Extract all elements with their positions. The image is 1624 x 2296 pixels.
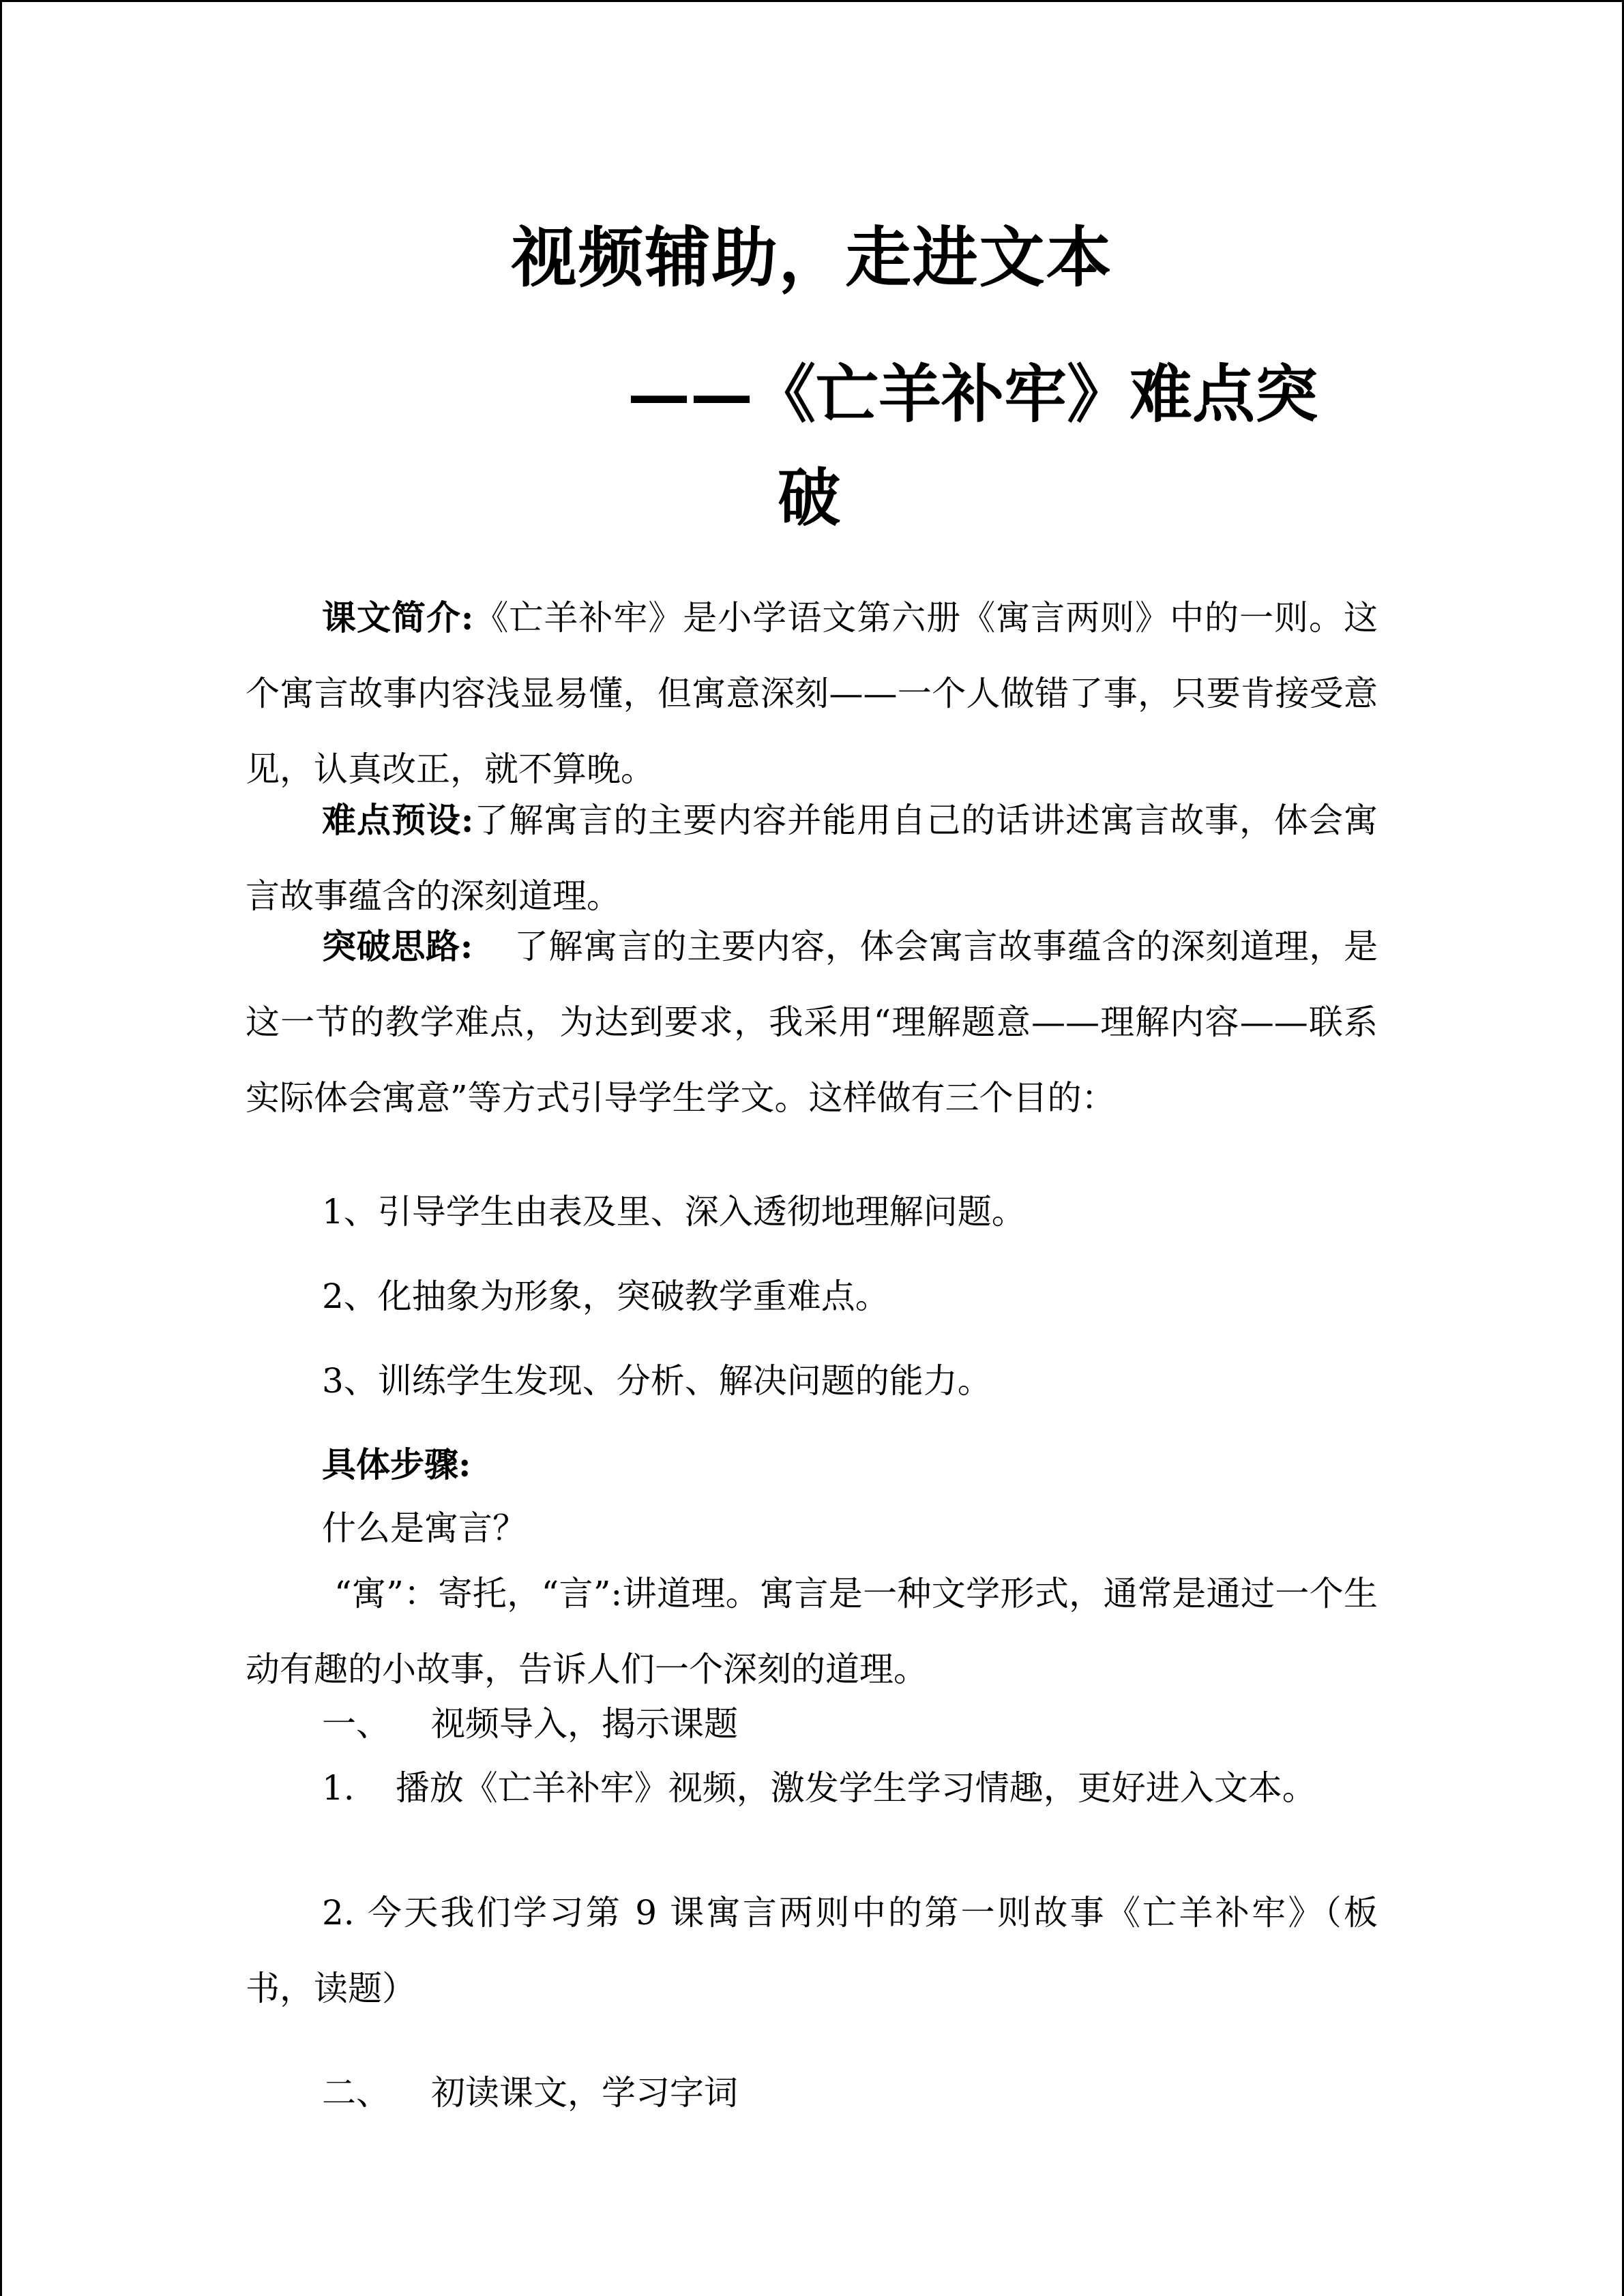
section-title-1: 视频导入，揭示课题 xyxy=(431,1704,738,1744)
intro-text: 《亡羊补牢》是小学语文第六册《寓言两则》中的一则。这个寓言故事内容浅显易懂，但寓意深刻——一个人做错了事，只要肯接受意见，认真改正，就不算晚。 xyxy=(246,598,1378,789)
step1-text: 播放《亡羊补牢》视频，激发学生学习情趣，更好进入文本。 xyxy=(395,1768,1316,1808)
document-title: 视频辅助，走进文本 xyxy=(511,219,1113,296)
document-subtitle-line2: 破 xyxy=(778,461,841,535)
intro-paragraph xyxy=(246,580,1378,807)
definition-paragraph: “寓”：寄托，“言”:讲道理。寓言是一种文学形式，通常是通过一个生动有趣的小故事，告诉人们一个深刻的道理。 xyxy=(246,1574,1378,1689)
section-number-2: 二、 xyxy=(322,2073,390,2113)
intro-label: 课文简介: xyxy=(322,597,474,638)
approach-paragraph xyxy=(246,908,1378,1136)
goal-item-3: 3、训练学生发现、分析、解决问题的能力。 xyxy=(322,1361,992,1401)
step1-paragraph xyxy=(246,1750,1378,1826)
difficulty-label: 难点预设: xyxy=(322,800,474,840)
document-subtitle-line1: ——《亡羊补牢》难点突 xyxy=(628,357,1318,431)
goal-item-2: 2、化抽象为形象，突破教学重难点。 xyxy=(322,1277,889,1316)
question-line: 什么是寓言？ xyxy=(322,1508,527,1548)
section-title-2: 初读课文，学习字词 xyxy=(431,2073,738,2113)
section-number-1: 一、 xyxy=(322,1704,390,1744)
step2-paragraph: 2. 今天我们学习第 9 课寓言两则中的第一则故事《亡羊补牢》（板书，读题） xyxy=(246,1893,1378,2008)
difficulty-text: 了解寓言的主要内容并能用自己的话讲述寓言故事，体会寓言故事蕴含的深刻道理。 xyxy=(246,801,1378,916)
step1-number: 1. xyxy=(322,1768,355,1808)
section-heading-2 xyxy=(322,2069,738,2117)
goal-item-1: 1、引导学生由表及里、深入透彻地理解问题。 xyxy=(322,1192,1026,1232)
approach-text: 了解寓言的主要内容，体会寓言故事蕴含的深刻道理，是这一节的教学难点，为达到要求，我采用“理解题意——理解内容——联系实际体会寓意”等方式引导学生学文。这样做有三个目的： xyxy=(246,927,1378,1118)
approach-label: 突破思路: xyxy=(322,926,473,966)
section-heading-1 xyxy=(322,1700,738,1748)
steps-label: 具体步骤: xyxy=(322,1444,471,1485)
